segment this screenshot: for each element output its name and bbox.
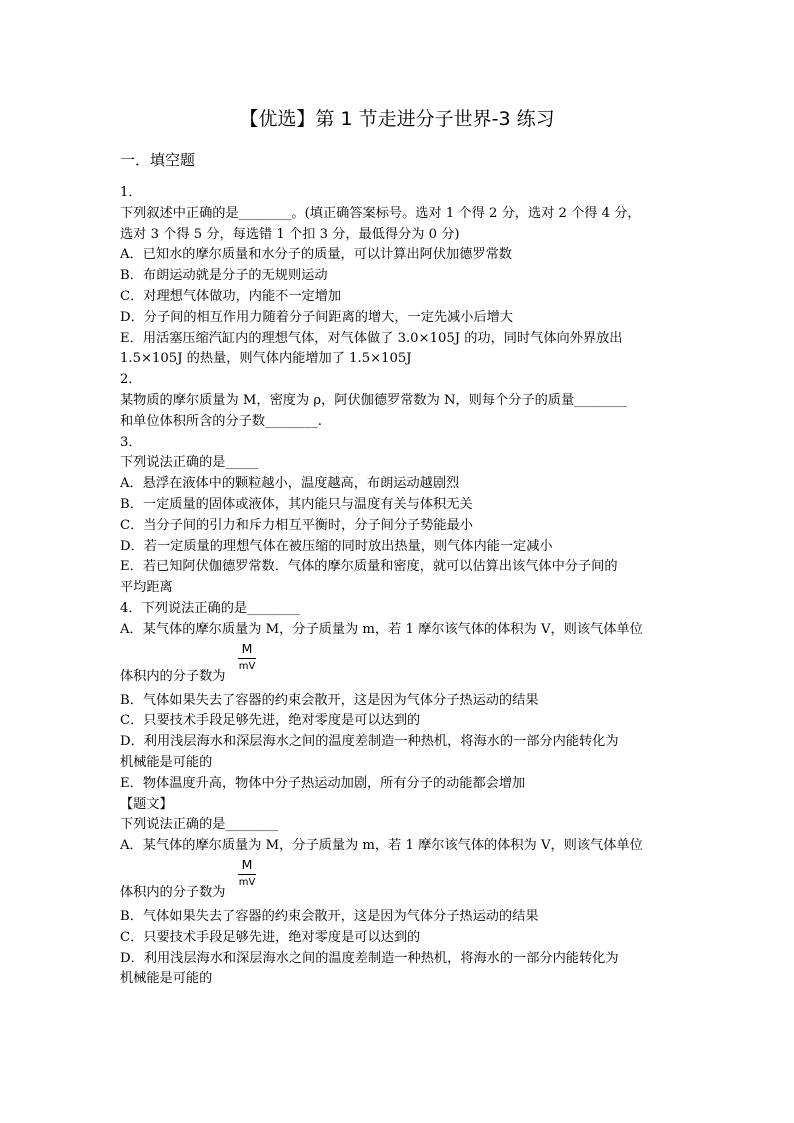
option-b: B．气体如果失去了容器的约束会散开，这是因为气体分子热运动的结果 bbox=[120, 908, 539, 924]
option-c: C．只要技术手段足够先进，绝对零度是可以达到的 bbox=[120, 929, 421, 945]
question-5 bbox=[120, 795, 680, 991]
question-number: 2． bbox=[120, 372, 142, 388]
option-c: C．当分子间的引力和斥力相互平衡时，分子间分子势能最小 bbox=[120, 517, 473, 533]
question-stem: 下列说法正确的是________ bbox=[120, 817, 279, 833]
question-number: 3． bbox=[120, 434, 142, 450]
fraction-numerator: M bbox=[238, 857, 256, 875]
question-2 bbox=[120, 370, 680, 432]
option-a-text: 体积内的分子数为 bbox=[120, 668, 226, 684]
option-e-continued: 1.5×105J 的热量，则气体内能增加了 1.5×105J bbox=[120, 351, 412, 367]
question-stem: 下列说法正确的是_____ bbox=[120, 455, 259, 471]
option-d: D．分子间的相互作用力随着分子间距离的增大，一定先减小后增大 bbox=[120, 309, 514, 325]
option-d-continued: 机械能是可能的 bbox=[120, 754, 213, 770]
fraction-denominator: mV bbox=[238, 660, 256, 672]
option-a: A．悬浮在液体中的颗粒越小，温度越高，布朗运动越剧烈 bbox=[120, 476, 460, 492]
option-d-continued: 机械能是可能的 bbox=[120, 971, 213, 987]
question-list bbox=[120, 183, 680, 990]
question-1 bbox=[120, 183, 680, 370]
option-b: B．气体如果失去了容器的约束会散开，这是因为气体分子热运动的结果 bbox=[120, 692, 539, 708]
question-stem: 4．下列说法正确的是________ bbox=[120, 600, 300, 616]
question-tag: 【题文】 bbox=[120, 796, 173, 812]
fraction bbox=[238, 857, 256, 889]
option-a: A．已知水的摩尔质量和水分子的质量，可以计算出阿伏加德罗常数 bbox=[120, 247, 512, 263]
option-c: C．只要技术手段足够先进，绝对零度是可以达到的 bbox=[120, 713, 421, 729]
option-b: B．一定质量的固体或液体，其内能只与温度有关与体积无关 bbox=[120, 496, 473, 512]
option-e: E．用活塞压缩汽缸内的理想气体，对气体做了 3.0×105J 的功，同时气体向外界放出 bbox=[120, 330, 623, 346]
question-4 bbox=[120, 599, 680, 795]
option-a: A．某气体的摩尔质量为 M，分子质量为 m，若 1 摩尔该气体的体积为 V，则该气体单位 bbox=[120, 621, 643, 637]
option-a-continued bbox=[120, 857, 680, 907]
option-d: D．利用浅层海水和深层海水之间的温度差制造一种热机，将海水的一部分内能转化为 bbox=[120, 950, 619, 966]
question-stem: 选对 3 个得 5 分，每选错 1 个扣 3 分，最低得分为 0 分) bbox=[120, 226, 460, 242]
option-e: E．若已知阿伏伽德罗常数．气体的摩尔质量和密度，就可以估算出该气体中分子间的 bbox=[120, 559, 618, 575]
option-d: D．若一定质量的理想气体在被压缩的同时放出热量，则气体内能一定减小 bbox=[120, 538, 553, 554]
option-e: E．物体温度升高，物体中分子热运动加剧，所有分子的动能都会增加 bbox=[120, 775, 526, 791]
question-number: 1． bbox=[120, 185, 142, 200]
fraction-numerator: M bbox=[238, 641, 256, 659]
page-title: 【优选】第 1 节走进分子世界-3 练习 bbox=[239, 108, 555, 130]
question-stem: 和单位体积所含的分子数________. bbox=[120, 413, 323, 429]
option-b: B．布朗运动就是分子的无规则运动 bbox=[120, 268, 328, 284]
fraction bbox=[238, 641, 256, 673]
option-a-continued bbox=[120, 641, 680, 691]
option-a-text: 体积内的分子数为 bbox=[120, 884, 226, 900]
question-stem: 某物质的摩尔质量为 M，密度为 ρ，阿伏伽德罗常数为 N，则每个分子的质量________ bbox=[120, 392, 627, 408]
question-stem: 下列叙述中正确的是________。(填正确答案标号。选对 1 个得 2 分，选对 2 个得 4 分， bbox=[120, 205, 641, 221]
question-3 bbox=[120, 433, 680, 599]
option-e-continued: 平均距离 bbox=[120, 580, 173, 596]
option-a: A．某气体的摩尔质量为 M，分子质量为 m，若 1 摩尔该气体的体积为 V，则该气体单位 bbox=[120, 838, 643, 854]
fraction-denominator: mV bbox=[238, 876, 256, 888]
section-heading: 一．填空题 bbox=[120, 151, 196, 169]
option-c: C．对理想气体做功，内能不一定增加 bbox=[120, 288, 342, 304]
option-d: D．利用浅层海水和深层海水之间的温度差制造一种热机，将海水的一部分内能转化为 bbox=[120, 734, 619, 750]
